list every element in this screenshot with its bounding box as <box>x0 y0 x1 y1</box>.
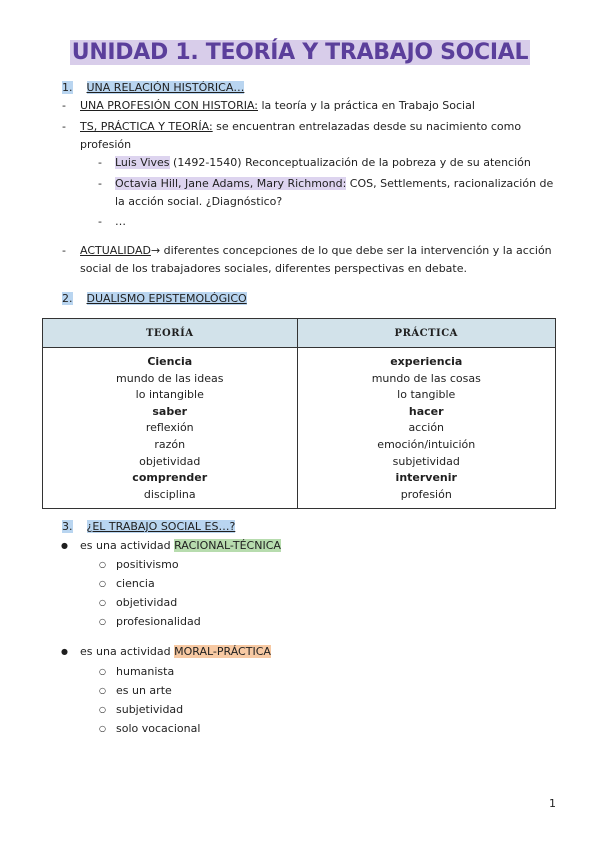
circle-bullet-icon: ○ <box>99 724 106 733</box>
table-cell: intervenir <box>297 470 556 487</box>
list-item-continuation: social de los trabajadores sociales, diferentes perspectivas en debate. <box>80 262 467 275</box>
section-2-heading: 2. DUALISMO EPISTEMOLÓGICO <box>62 292 247 305</box>
dash-bullet: - <box>98 177 102 190</box>
circle-bullet-icon: ○ <box>99 667 106 676</box>
page-number: 1 <box>549 797 556 810</box>
circle-bullet-icon: ○ <box>99 560 106 569</box>
list-item: TS, PRÁCTICA Y TEORÍA: se encuentran entrelazadas desde su nacimiento como <box>80 120 522 133</box>
list-item: UNA PROFESIÓN CON HISTORIA: la teoría y la práctica en Trabajo Social <box>80 99 475 112</box>
circle-bullet-icon: ○ <box>99 579 106 588</box>
sub-list-item: solo vocacional <box>116 722 201 735</box>
list-item: es una actividad RACIONAL-TÉCNICA <box>80 539 281 552</box>
sub-list-item: es un arte <box>116 684 172 697</box>
section-1-heading: 1. UNA RELACIÓN HISTÓRICA… <box>62 81 245 94</box>
sub-list-item: subjetividad <box>116 703 184 716</box>
table-cell: reflexión <box>43 420 298 437</box>
table-cell: acción <box>297 420 556 437</box>
dash-bullet: - <box>62 244 66 257</box>
table-row <box>43 420 556 437</box>
dash-bullet: - <box>62 120 66 133</box>
bullet-icon: ● <box>61 541 68 550</box>
table-cell: mundo de las ideas <box>43 371 298 388</box>
list-item: ACTUALIDAD→ diferentes concepciones de lo que debe ser la intervención y la acción <box>80 244 552 257</box>
sub-list-item: ciencia <box>116 577 155 590</box>
table-cell: lo tangible <box>297 387 556 404</box>
sub-list-item: … <box>115 215 126 228</box>
table-row <box>43 487 556 509</box>
table-cell: razón <box>43 437 298 454</box>
circle-bullet-icon: ○ <box>99 598 106 607</box>
table-cell: profesión <box>297 487 556 509</box>
sub-list-item: profesionalidad <box>116 615 201 628</box>
table-cell: lo intangible <box>43 387 298 404</box>
table-cell: experiencia <box>297 348 556 371</box>
bullet-icon: ● <box>61 647 68 656</box>
table-header-row <box>43 319 556 348</box>
table-cell: mundo de las cosas <box>297 371 556 388</box>
table-cell: Ciencia <box>43 348 298 371</box>
table-row <box>43 437 556 454</box>
table-cell: hacer <box>297 404 556 421</box>
table-cell: emoción/intuición <box>297 437 556 454</box>
circle-bullet-icon: ○ <box>99 686 106 695</box>
list-item: es una actividad MORAL-PRÁCTICA <box>80 645 271 658</box>
table-cell: comprender <box>43 470 298 487</box>
dash-bullet: - <box>98 215 102 228</box>
section-3-heading: 3. ¿EL TRABAJO SOCIAL ES…? <box>62 520 236 533</box>
column-header-teoria: TEORÍA <box>43 319 298 348</box>
list-item-continuation: profesión <box>80 138 132 151</box>
dash-bullet: - <box>98 156 102 169</box>
sub-list-item: Octavia Hill, Jane Adams, Mary Richmond: COS, Settlements, racionalización de <box>115 177 554 190</box>
page-title: UNIDAD 1. TEORÍA Y TRABAJO SOCIAL <box>71 40 529 65</box>
table-cell: disciplina <box>43 487 298 509</box>
sub-list-item-continuation: la acción social. ¿Diagnóstico? <box>115 195 283 208</box>
sub-list-item: humanista <box>116 665 175 678</box>
table-row <box>43 348 556 371</box>
table-cell: subjetividad <box>297 454 556 471</box>
table-row <box>43 404 556 421</box>
dash-bullet: - <box>62 99 66 112</box>
sub-list-item: positivismo <box>116 558 179 571</box>
table-row <box>43 387 556 404</box>
circle-bullet-icon: ○ <box>99 617 106 626</box>
column-header-practica: PRÁCTICA <box>297 319 556 348</box>
sub-list-item: objetividad <box>116 596 178 609</box>
table-row <box>43 454 556 471</box>
sub-list-item: Luis Vives (1492-1540) Reconceptualización de la pobreza y de su atención <box>115 156 531 169</box>
table-cell: objetividad <box>43 454 298 471</box>
table-row <box>43 470 556 487</box>
dualism-table <box>42 318 556 509</box>
table-cell: saber <box>43 404 298 421</box>
table-row <box>43 371 556 388</box>
circle-bullet-icon: ○ <box>99 705 106 714</box>
